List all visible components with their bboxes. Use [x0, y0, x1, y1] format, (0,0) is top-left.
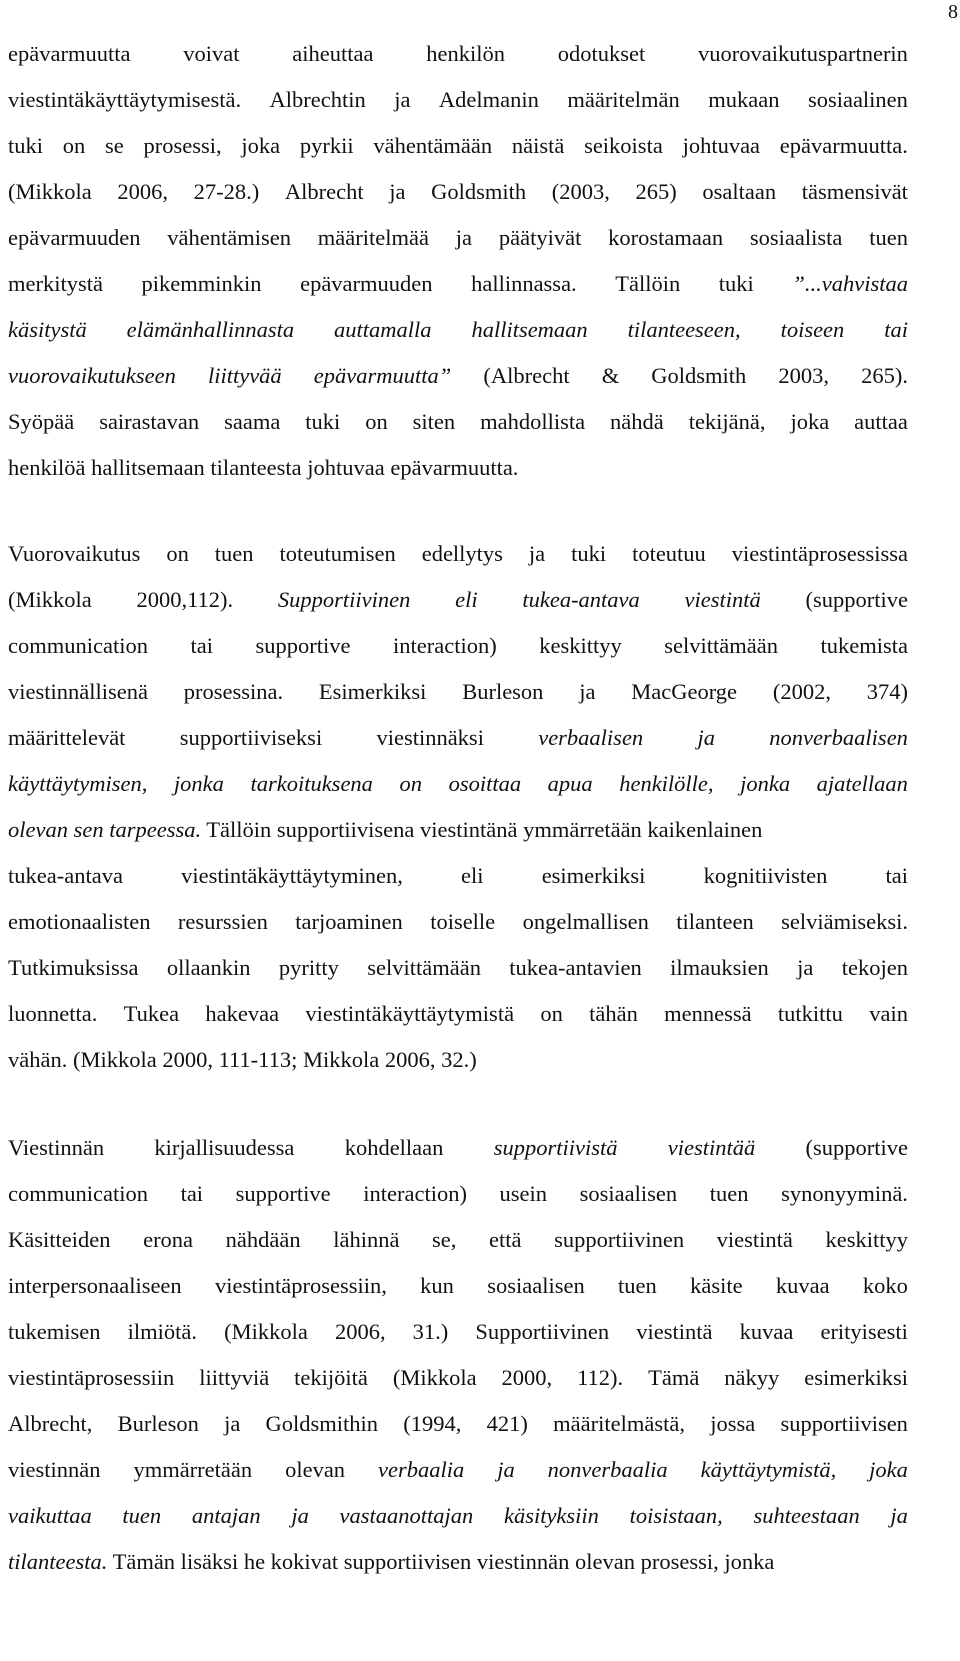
italic-word: tukea-antava — [522, 587, 640, 612]
italic-word: elämänhallinnasta — [126, 317, 295, 342]
word: 374) — [866, 679, 908, 704]
italic-word: ja — [890, 1503, 908, 1528]
word: kirjallisuudessa — [154, 1135, 295, 1160]
word: luonnetta. — [8, 1001, 98, 1026]
text-line — [8, 31, 908, 77]
word: ja — [224, 1411, 241, 1436]
word: selvittämään — [664, 633, 778, 658]
italic-word: antajan — [191, 1503, 261, 1528]
word: MacGeorge — [631, 679, 738, 704]
word: määritelmän — [567, 87, 680, 112]
word: kuvaa — [739, 1319, 794, 1344]
word: saama — [224, 409, 281, 434]
text-line — [8, 1309, 908, 1355]
word: kuvaa — [775, 1273, 830, 1298]
word: voivat — [183, 41, 240, 66]
word: on — [540, 1001, 563, 1026]
italic-word: liittyvää — [207, 363, 282, 388]
italic-word: ajatellaan — [816, 771, 908, 796]
word: supportive — [255, 633, 351, 658]
word: mahdollista — [480, 409, 586, 434]
word: prosessi, — [143, 133, 222, 158]
word: erona — [143, 1227, 194, 1252]
text-line — [8, 761, 908, 807]
word: henkilön — [426, 41, 505, 66]
word: Syöpää — [8, 409, 75, 434]
italic-word: käyttäytymistä, — [700, 1457, 837, 1482]
word: ja — [389, 179, 406, 204]
italic-word: vuorovaikutukseen — [8, 363, 176, 388]
word: Tukea — [123, 1001, 180, 1026]
text-line — [8, 1401, 908, 1447]
italic-word: käsitystä — [8, 317, 87, 342]
word: Viestinnän — [8, 1135, 105, 1160]
italic-word: supportiivistä — [493, 1135, 618, 1160]
word: tukea-antava — [8, 863, 123, 888]
italic-word: on — [399, 771, 422, 796]
italic-word: Supportiivinen — [277, 587, 411, 612]
text-line — [8, 307, 908, 353]
italic-word: toisistaan, — [629, 1503, 723, 1528]
word: toteutuu — [632, 541, 706, 566]
text-line — [8, 123, 908, 169]
italic-word: verbaalia — [378, 1457, 465, 1482]
text-line — [8, 1171, 908, 1217]
word: nähdään — [225, 1227, 301, 1252]
italic-word: käsityksiin — [503, 1503, 599, 1528]
word: ollaankin — [166, 955, 251, 980]
word: sosiaalisen — [579, 1181, 678, 1206]
text-line — [8, 399, 908, 445]
word: tarjoaminen — [295, 909, 403, 934]
italic-word: auttamalla — [334, 317, 432, 342]
word: epävarmuutta. — [779, 133, 908, 158]
word: Tutkimuksissa — [8, 955, 139, 980]
word: johtuvaa — [682, 133, 761, 158]
word: korostamaan — [608, 225, 724, 250]
word: Albrecht, — [8, 1411, 93, 1436]
word: eli — [461, 863, 484, 888]
word: tuen — [869, 225, 908, 250]
italic-word: toiseen — [780, 317, 845, 342]
word: aiheuttaa — [292, 41, 374, 66]
word: nähdä — [610, 409, 664, 434]
text-line — [8, 1355, 908, 1401]
word: on — [62, 133, 86, 158]
word: se — [105, 133, 124, 158]
word: sairastavan — [99, 409, 200, 434]
text-line — [8, 577, 908, 623]
word: tekojen — [841, 955, 908, 980]
word: mukaan — [708, 87, 780, 112]
word: Tällöin — [615, 271, 681, 296]
word: viestinnällisenä — [8, 679, 148, 704]
word: tuki — [305, 409, 341, 434]
text-line — [8, 715, 908, 761]
word: supportiivinen — [554, 1227, 685, 1252]
word: (Albrecht — [483, 363, 570, 388]
italic-word: ja — [291, 1503, 309, 1528]
word: sosiaalinen — [807, 87, 908, 112]
word: synonyyminä. — [781, 1181, 908, 1206]
word: näkyy — [724, 1365, 780, 1390]
word: (supportive — [805, 1135, 908, 1160]
word: Burleson — [117, 1411, 199, 1436]
word: interpersonaaliseen — [8, 1273, 182, 1298]
word: (1994, — [403, 1411, 462, 1436]
italic-word: suhteestaan — [753, 1503, 860, 1528]
word: Burleson — [462, 679, 544, 704]
word: usein — [499, 1181, 548, 1206]
word: tuen — [709, 1181, 749, 1206]
italic-word: nonverbaalia — [547, 1457, 668, 1482]
word: Albrechtin — [269, 87, 366, 112]
word: ongelmallisen — [522, 909, 649, 934]
word: (2002, — [772, 679, 831, 704]
word: epävarmuuden — [300, 271, 433, 296]
word: 112). — [577, 1365, 624, 1390]
word: on — [166, 541, 189, 566]
word: vuorovaikutuspartnerin — [697, 41, 908, 66]
word: resurssien — [177, 909, 268, 934]
word: vain — [869, 1001, 908, 1026]
word: käsite — [690, 1273, 743, 1298]
italic-word: ja — [697, 725, 715, 750]
word: (Mikkola — [8, 587, 92, 612]
word: liittyviä — [199, 1365, 270, 1390]
word: odotukset — [557, 41, 646, 66]
word: esimerkiksi — [541, 863, 646, 888]
word: ja — [528, 541, 546, 566]
italic-word: tilanteeseen, — [627, 317, 741, 342]
text-line — [8, 215, 908, 261]
word: 2000,112). — [136, 587, 234, 612]
italic-run: olevan sen tarpeessa. — [8, 817, 202, 842]
word: edellytys — [421, 541, 503, 566]
word: viestintäprosessiin — [8, 1365, 175, 1390]
word: koko — [862, 1273, 908, 1298]
word: tuen — [214, 541, 254, 566]
word: tilanteen — [676, 909, 754, 934]
text-run: Tämän lisäksi he kokivat supportiivisen viestinnän olevan prosessi, jonka — [107, 1549, 775, 1574]
word: supportive — [235, 1181, 331, 1206]
word: tukemista — [820, 633, 908, 658]
word: olevan — [285, 1457, 346, 1482]
word: sosiaalisen — [487, 1273, 585, 1298]
word: tukea-antavien — [509, 955, 642, 980]
text-line — [8, 1539, 908, 1585]
italic-word: ”...vahvistaa — [792, 271, 908, 296]
word: hallinnassa. — [471, 271, 577, 296]
word: tuki — [571, 541, 607, 566]
text-line — [8, 623, 908, 669]
paragraph-1 — [8, 31, 908, 491]
word: ja — [455, 225, 473, 250]
word: on — [365, 409, 388, 434]
word: 27-28.) — [193, 179, 260, 204]
word: 421) — [486, 1411, 528, 1436]
word: joka — [790, 409, 830, 434]
word: päätyivät — [498, 225, 582, 250]
word: pikemminkin — [141, 271, 262, 296]
word: ymmärretään — [133, 1457, 253, 1482]
word: tutkittu — [777, 1001, 843, 1026]
word: & — [601, 363, 620, 388]
word: viestintä — [716, 1227, 793, 1252]
word: viestintäkäyttäytyminen, — [181, 863, 403, 888]
text-run: Tällöin supportiivisena viestintänä ymmärretään kaikenlainen — [201, 817, 763, 842]
word: että — [489, 1227, 522, 1252]
text-line — [8, 669, 908, 715]
text-line — [8, 899, 908, 945]
text-line — [8, 77, 908, 123]
word: supportiivisen — [780, 1411, 908, 1436]
italic-word: nonverbaalisen — [769, 725, 908, 750]
word: tai — [190, 633, 213, 658]
word: määrittelevät — [8, 725, 126, 750]
word: (2003, — [551, 179, 610, 204]
italic-word: viestintä — [684, 587, 761, 612]
italic-word: osoittaa — [448, 771, 522, 796]
text-line — [8, 1263, 908, 1309]
text-line — [8, 1447, 908, 1493]
word: hakevaa — [205, 1001, 280, 1026]
word: tekijöitä — [294, 1365, 368, 1390]
word: viestinnän — [8, 1457, 101, 1482]
word: epävarmuuden — [8, 225, 141, 250]
word: Goldsmith — [651, 363, 747, 388]
italic-word: tarkoituksena — [250, 771, 373, 796]
word: osaltaan — [702, 179, 777, 204]
word: näistä — [511, 133, 565, 158]
italic-word: jonka — [740, 771, 791, 796]
word: viestinnäksi — [376, 725, 484, 750]
text-line — [8, 991, 908, 1037]
word: ja — [797, 955, 814, 980]
word: tukemisen — [8, 1319, 101, 1344]
word: määritelmää — [317, 225, 429, 250]
word: sosiaalista — [749, 225, 843, 250]
word: viestintäprosessissa — [731, 541, 908, 566]
word: tuki — [8, 133, 44, 158]
word: communication — [8, 1181, 148, 1206]
italic-word: vaikuttaa — [8, 1503, 92, 1528]
word: merkitystä — [8, 271, 103, 296]
word: Vuorovaikutus — [8, 541, 141, 566]
word: keskittyy — [539, 633, 622, 658]
word: selviämiseksi. — [781, 909, 908, 934]
italic-word: apua — [547, 771, 593, 796]
word: Adelmanin — [438, 87, 539, 112]
word: jossa — [710, 1411, 756, 1436]
word: tai — [180, 1181, 204, 1206]
word: kun — [420, 1273, 454, 1298]
word: Käsitteiden — [8, 1227, 111, 1252]
italic-word: hallitsemaan — [471, 317, 588, 342]
text-run: vähän. (Mikkola 2000, 111-113; Mikkola 2006, 32.) — [8, 1047, 477, 1072]
word: määritelmästä, — [553, 1411, 685, 1436]
text-line — [8, 445, 908, 491]
text-run: henkilöä hallitsemaan tilanteesta johtuvaa epävarmuutta. — [8, 455, 519, 480]
word: viestintäprosessiin, — [214, 1273, 387, 1298]
word: Supportiivinen — [475, 1319, 610, 1344]
text-line — [8, 531, 908, 577]
word: viestintä — [636, 1319, 713, 1344]
word: vähentämään — [373, 133, 493, 158]
text-line — [8, 353, 908, 399]
word: 265) — [635, 179, 677, 204]
italic-word: vastaanottajan — [339, 1503, 474, 1528]
word: tähän — [589, 1001, 638, 1026]
word: kognitiivisten — [703, 863, 828, 888]
word: tuki — [718, 271, 754, 296]
word: 2006, — [334, 1319, 386, 1344]
word: (Mikkola — [392, 1365, 477, 1390]
italic-word: käyttäytymisen, — [8, 771, 148, 796]
word: 31.) — [412, 1319, 449, 1344]
text-line — [8, 1125, 908, 1171]
word: (Mikkola — [224, 1319, 308, 1344]
word: pyritty — [278, 955, 339, 980]
word: tekijänä, — [688, 409, 766, 434]
word: 2000, — [501, 1365, 553, 1390]
italic-word: jonka — [173, 771, 224, 796]
page-number: 8 — [948, 1, 958, 23]
word: joka — [241, 133, 281, 158]
word: ja — [579, 679, 596, 704]
word: esimerkiksi — [804, 1365, 908, 1390]
word: communication — [8, 633, 148, 658]
word: vähentämisen — [167, 225, 291, 250]
paragraph-3 — [8, 1125, 908, 1585]
italic-word: epävarmuutta” — [313, 363, 452, 388]
word: ilmiötä. — [127, 1319, 197, 1344]
italic-word: viestintää — [667, 1135, 756, 1160]
word: ilmauksien — [670, 955, 769, 980]
word: Tämä — [648, 1365, 700, 1390]
word: keskittyy — [825, 1227, 908, 1252]
word: pyrkii — [299, 133, 354, 158]
word: (Mikkola — [8, 179, 92, 204]
word: toteutumisen — [279, 541, 396, 566]
word: epävarmuutta — [8, 41, 131, 66]
text-line — [8, 1037, 908, 1083]
word: viestintäkäyttäytymisestä. — [8, 87, 242, 112]
word: seikoista — [584, 133, 663, 158]
word: Goldsmithin — [265, 1411, 379, 1436]
italic-word: joka — [869, 1457, 908, 1482]
word: tuen — [618, 1273, 657, 1298]
word: emotionaalisten — [8, 909, 151, 934]
word: viestintäkäyttäytymistä — [305, 1001, 515, 1026]
word: supportiiviseksi — [179, 725, 323, 750]
word: 265). — [861, 363, 908, 388]
word: siten — [412, 409, 456, 434]
word: (supportive — [805, 587, 908, 612]
word: toiselle — [430, 909, 496, 934]
word: kohdellaan — [344, 1135, 444, 1160]
paragraph-2 — [8, 531, 908, 1083]
word: lähinnä — [333, 1227, 400, 1252]
text-line — [8, 169, 908, 215]
word: mennessä — [664, 1001, 752, 1026]
italic-word: henkilölle, — [619, 771, 714, 796]
word: prosessina. — [183, 679, 284, 704]
word: erityisesti — [820, 1319, 908, 1344]
word: selvittämään — [367, 955, 481, 980]
text-line — [8, 945, 908, 991]
italic-word: ja — [497, 1457, 515, 1482]
word: interaction) — [393, 633, 497, 658]
text-line — [8, 807, 908, 853]
italic-run: tilanteesta. — [8, 1549, 108, 1574]
word: täsmensivät — [801, 179, 908, 204]
text-line — [8, 853, 908, 899]
word: auttaa — [854, 409, 908, 434]
italic-word: tuen — [122, 1503, 162, 1528]
italic-word: verbaalisen — [538, 725, 644, 750]
word: tai — [885, 863, 908, 888]
text-line — [8, 1217, 908, 1263]
text-line — [8, 1493, 908, 1539]
word: 2003, — [778, 363, 830, 388]
word: interaction) — [363, 1181, 467, 1206]
italic-word: eli — [455, 587, 478, 612]
word: Albrecht — [284, 179, 364, 204]
word: Goldsmith — [431, 179, 527, 204]
word: Esimerkiksi — [318, 679, 427, 704]
word: ja — [394, 87, 411, 112]
word: se, — [432, 1227, 457, 1252]
word: 2006, — [117, 179, 168, 204]
text-line — [8, 261, 908, 307]
italic-word: tai — [884, 317, 908, 342]
